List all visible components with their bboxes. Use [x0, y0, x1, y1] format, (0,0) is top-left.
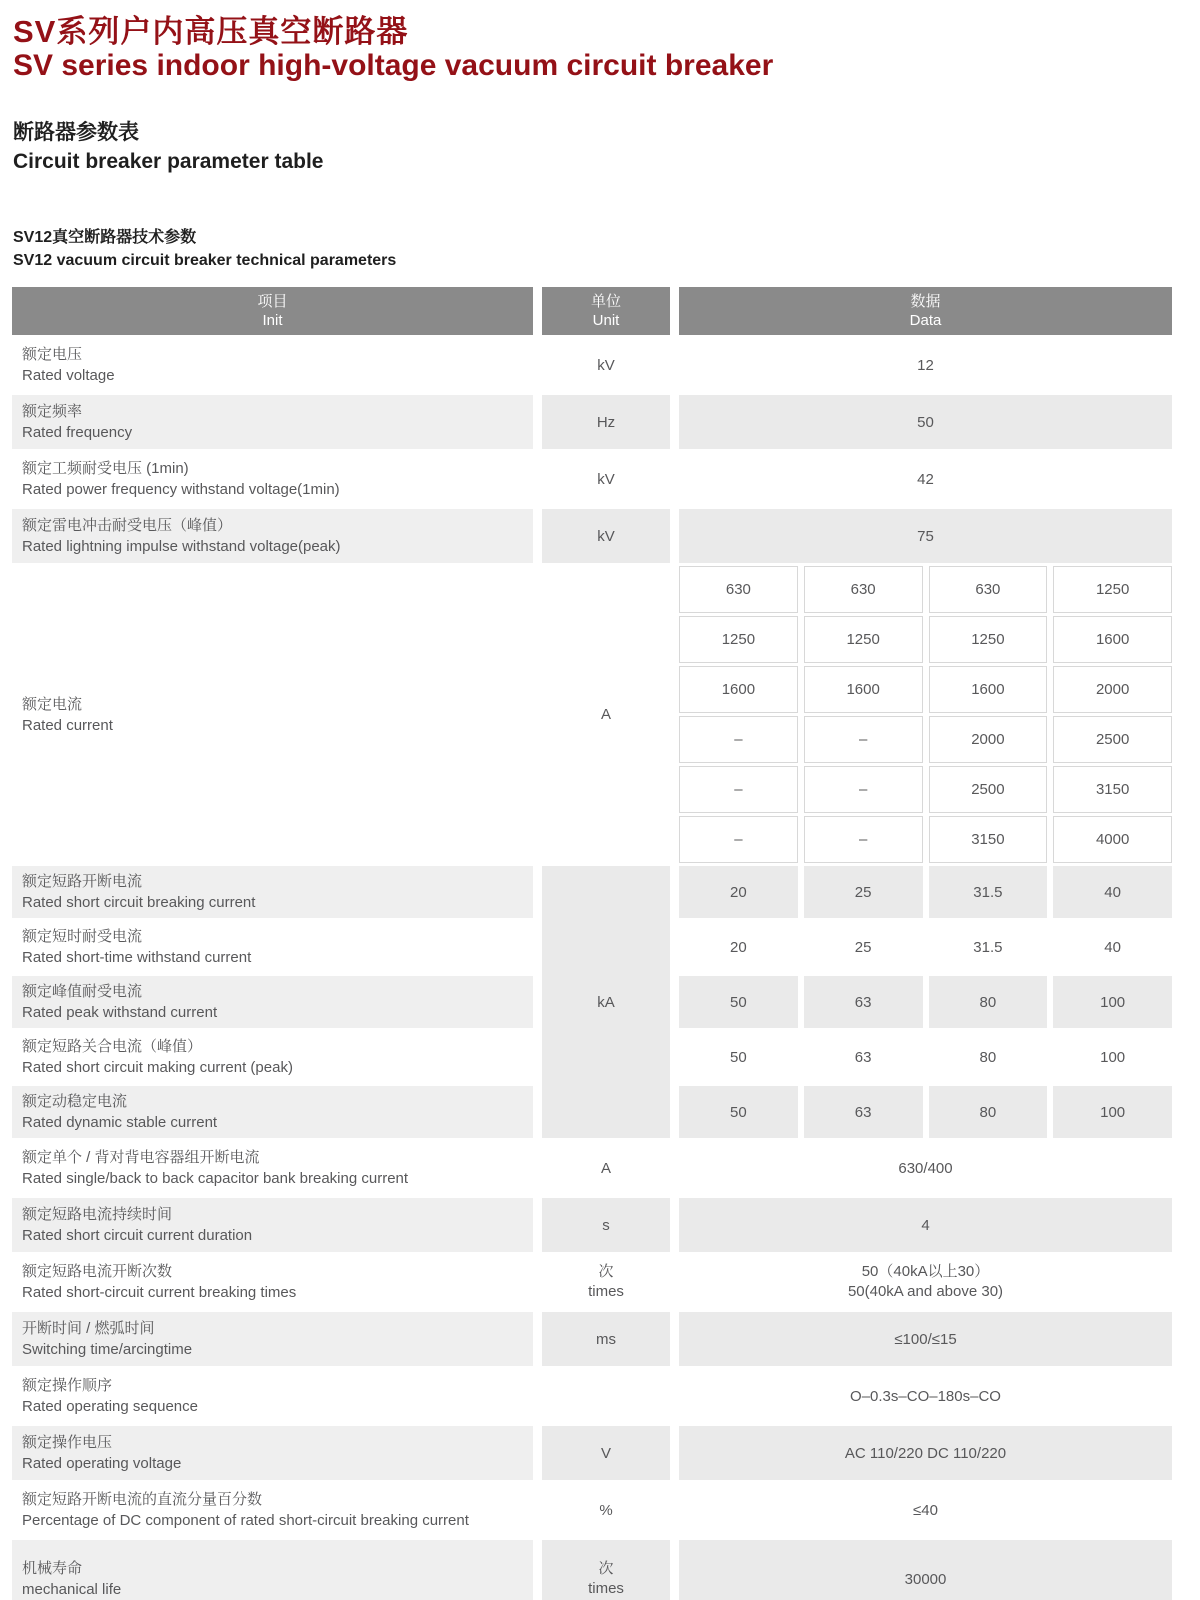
value-cell: ≤40: [913, 1501, 938, 1519]
value-en: 50(40kA and above 30): [847, 1283, 1004, 1300]
item-label-zh: 额定电压: [22, 346, 83, 363]
header-unit-zh: 单位: [590, 293, 621, 310]
row-power-frequency-withstand: [12, 452, 1172, 506]
value-cell: 50: [730, 1048, 747, 1066]
unit-zh: 次: [598, 1263, 614, 1280]
value-cell: –: [679, 816, 798, 863]
value-cell: 4000: [1053, 816, 1172, 863]
item-label: [12, 1198, 533, 1252]
header-item-en: Init: [262, 312, 283, 329]
value-cell: 1250: [1053, 566, 1172, 613]
row-dc-component: [12, 1483, 1172, 1537]
item-label-zh: 额定短路开断电流的直流分量百分数: [22, 1491, 263, 1508]
value-cell: 630: [929, 566, 1048, 613]
section-rated-current: [12, 566, 1172, 863]
unit-zh: 次: [598, 1560, 614, 1577]
value-cell: 31.5: [973, 938, 1003, 956]
unit-cell: V: [542, 1426, 670, 1480]
unit-cell: [542, 1369, 670, 1423]
value-cell: 1600: [679, 666, 798, 713]
item-label-en: Rated power frequency withstand voltage(1min): [22, 481, 340, 498]
unit-cell: ms: [542, 1312, 670, 1366]
item-label-zh: 额定短路开断电流: [22, 873, 143, 890]
unit-cell: kV: [597, 356, 615, 374]
page-header: [0, 0, 1200, 271]
value-cell: 12: [917, 356, 934, 374]
value-cell: ≤100/≤15: [679, 1312, 1172, 1366]
value-cell: 3150: [929, 816, 1048, 863]
parameter-table: [12, 287, 1172, 1600]
item-label: [12, 866, 533, 918]
row-operating-sequence: [12, 1369, 1172, 1423]
value-cell: 80: [979, 1048, 997, 1066]
header-item-column: [12, 287, 533, 335]
unit-cell: kV: [597, 470, 615, 488]
value-cell: 2000: [1053, 666, 1172, 713]
item-label-zh: 额定单个 / 背对背电容器组开断电流: [22, 1149, 260, 1166]
value-cell: 630: [679, 566, 798, 613]
unit-cell: kV: [542, 509, 670, 563]
item-label-en: Percentage of DC component of rated short-circuit breaking current: [22, 1512, 469, 1529]
unit-en: times: [588, 1283, 624, 1300]
item-label-zh: 额定短路关合电流（峰值）: [22, 1038, 203, 1055]
value-cell: 1250: [929, 616, 1048, 663]
value-zh: 50（40kA以上30）: [861, 1263, 990, 1280]
item-label: [12, 338, 533, 392]
item-label-en: Rated lightning impulse withstand voltage(peak): [22, 538, 341, 555]
value-cell: 20: [679, 866, 798, 918]
item-label: [12, 509, 533, 563]
item-label-en: Rated operating voltage: [22, 1455, 182, 1472]
item-label: [12, 452, 533, 506]
item-label: [12, 1312, 533, 1366]
item-label-en: Rated peak withstand current: [22, 1004, 218, 1021]
value-cell: [679, 1255, 1172, 1309]
row-rated-frequency: [12, 395, 1172, 449]
value-cell: 25: [804, 866, 923, 918]
unit-cell: [542, 1255, 670, 1309]
value-cell: 50: [679, 395, 1172, 449]
unit-cell: s: [542, 1198, 670, 1252]
value-cell: 20: [730, 938, 747, 956]
value-cell: 63: [804, 976, 923, 1028]
item-label-en: Rated dynamic stable current: [22, 1114, 218, 1131]
value-cell: –: [804, 716, 923, 763]
unit-en: times: [588, 1580, 624, 1597]
value-cell: 63: [804, 1086, 923, 1138]
table-title-en: SV12 vacuum circuit breaker technical parameters: [13, 252, 397, 269]
row-switching-time: [12, 1312, 1172, 1366]
item-label: [12, 976, 533, 1028]
item-label: [12, 1086, 533, 1138]
product-title-en: SV series indoor high-voltage vacuum circuit breaker: [13, 49, 774, 82]
item-label-en: Rated short-circuit current breaking times: [22, 1284, 297, 1301]
value-cell: 630/400: [898, 1159, 953, 1177]
item-label-zh: 额定短时耐受电流: [22, 928, 143, 945]
value-cell: –: [679, 716, 798, 763]
header-data-en: Data: [909, 312, 942, 329]
table-title-zh: SV12真空断路器技术参数: [13, 229, 197, 246]
item-label-zh: 额定电流: [22, 695, 83, 713]
item-label-zh: 额定雷电冲击耐受电压（峰值）: [22, 517, 233, 534]
item-label-zh: 额定操作电压: [22, 1434, 113, 1451]
value-cell: AC 110/220 DC 110/220: [679, 1426, 1172, 1480]
item-label: [12, 1426, 533, 1480]
item-label-en: Rated short circuit breaking current: [22, 894, 256, 911]
row-operating-voltage: [12, 1426, 1172, 1480]
item-label: [12, 1141, 533, 1195]
item-label-en: Rated short-time withstand current: [22, 949, 252, 966]
value-cell: 63: [854, 1048, 872, 1066]
value-cell: 2500: [929, 766, 1048, 813]
value-cell: 50: [679, 976, 798, 1028]
value-cell: –: [804, 816, 923, 863]
value-cell: 80: [929, 1086, 1048, 1138]
row-lightning-impulse-withstand: [12, 509, 1172, 563]
unit-cell: A: [600, 706, 611, 723]
value-cell: 80: [929, 976, 1048, 1028]
header-data-column: [679, 287, 1172, 335]
item-label-zh: 额定短路电流开断次数: [22, 1263, 173, 1280]
table-header-row: [12, 287, 1172, 335]
product-title-zh: SV系列户内高压真空断路器: [13, 14, 409, 49]
section-ka-currents: [12, 866, 1172, 1138]
header-data-zh: 数据: [910, 293, 941, 310]
value-cell: 50: [679, 1086, 798, 1138]
value-cell: 1600: [1053, 616, 1172, 663]
item-label-en: Rated single/back to back capacitor bank breaking current: [22, 1170, 409, 1187]
value-cell: 40: [1104, 938, 1121, 956]
value-cell: 2000: [929, 716, 1048, 763]
value-cell: 1600: [929, 666, 1048, 713]
item-label-en: Rated frequency: [22, 424, 133, 441]
item-label-en: Rated short circuit current duration: [22, 1227, 253, 1244]
row-rated-voltage: [12, 338, 1172, 392]
value-cell: O–0.3s–CO–180s–CO: [850, 1387, 1001, 1405]
value-cell: 30000: [679, 1540, 1172, 1600]
header-unit-column: [542, 287, 670, 335]
unit-cell: [542, 1540, 670, 1600]
item-label-zh: 额定短路电流持续时间: [22, 1206, 173, 1223]
item-label-zh: 额定工频耐受电压 (1min): [22, 460, 189, 477]
item-label-en: Switching time/arcingtime: [22, 1341, 193, 1358]
item-label: [12, 395, 533, 449]
value-cell: 25: [854, 938, 872, 956]
row-mechanical-life: [12, 1540, 1172, 1600]
value-cell: 40: [1053, 866, 1172, 918]
row-breaking-times: [12, 1255, 1172, 1309]
value-cell: 1250: [679, 616, 798, 663]
value-cell: 1600: [804, 666, 923, 713]
value-cell: 2500: [1053, 716, 1172, 763]
item-label-zh: 机械寿命: [22, 1560, 83, 1577]
item-label: [12, 1540, 533, 1600]
item-label-zh: 额定操作顺序: [22, 1377, 113, 1394]
item-label: [12, 1483, 533, 1537]
unit-cell: kA: [542, 866, 670, 1138]
value-cell: 3150: [1053, 766, 1172, 813]
value-cell: 75: [679, 509, 1172, 563]
header-item-zh: 项目: [257, 293, 288, 310]
unit-cell: %: [599, 1501, 613, 1519]
value-cell: 4: [679, 1198, 1172, 1252]
row-capacitor-bank-breaking: [12, 1141, 1172, 1195]
row-short-circuit-duration: [12, 1198, 1172, 1252]
value-cell: 31.5: [929, 866, 1048, 918]
item-label: [12, 1255, 533, 1309]
value-cell: 100: [1100, 1048, 1126, 1066]
unit-cell: Hz: [542, 395, 670, 449]
item-label-zh: 额定动稳定电流: [22, 1093, 128, 1110]
value-cell: –: [679, 766, 798, 813]
item-label-zh: 额定频率: [22, 403, 83, 420]
value-cell: 1250: [804, 616, 923, 663]
item-label: [12, 1031, 533, 1083]
item-label: [12, 921, 533, 973]
value-cell: 100: [1053, 976, 1172, 1028]
item-label-en: Rated current: [22, 716, 113, 734]
value-cell: –: [804, 766, 923, 813]
section-title-zh: 断路器参数表: [13, 121, 139, 144]
item-label-zh: 额定峰值耐受电流: [22, 983, 143, 1000]
value-cell: 630: [804, 566, 923, 613]
item-label-en: Rated short circuit making current (peak): [22, 1059, 293, 1076]
item-label-zh: 开断时间 / 燃弧时间: [22, 1320, 155, 1337]
item-label-en: Rated operating sequence: [22, 1398, 198, 1415]
section-title-en: Circuit breaker parameter table: [13, 150, 324, 173]
item-label-en: mechanical life: [22, 1581, 122, 1598]
header-unit-en: Unit: [592, 312, 620, 329]
value-cell: 42: [917, 470, 934, 488]
item-label: [12, 566, 533, 863]
value-cell: 100: [1053, 1086, 1172, 1138]
unit-cell: A: [600, 1159, 611, 1177]
item-label-en: Rated voltage: [22, 367, 115, 384]
item-label: [12, 1369, 533, 1423]
